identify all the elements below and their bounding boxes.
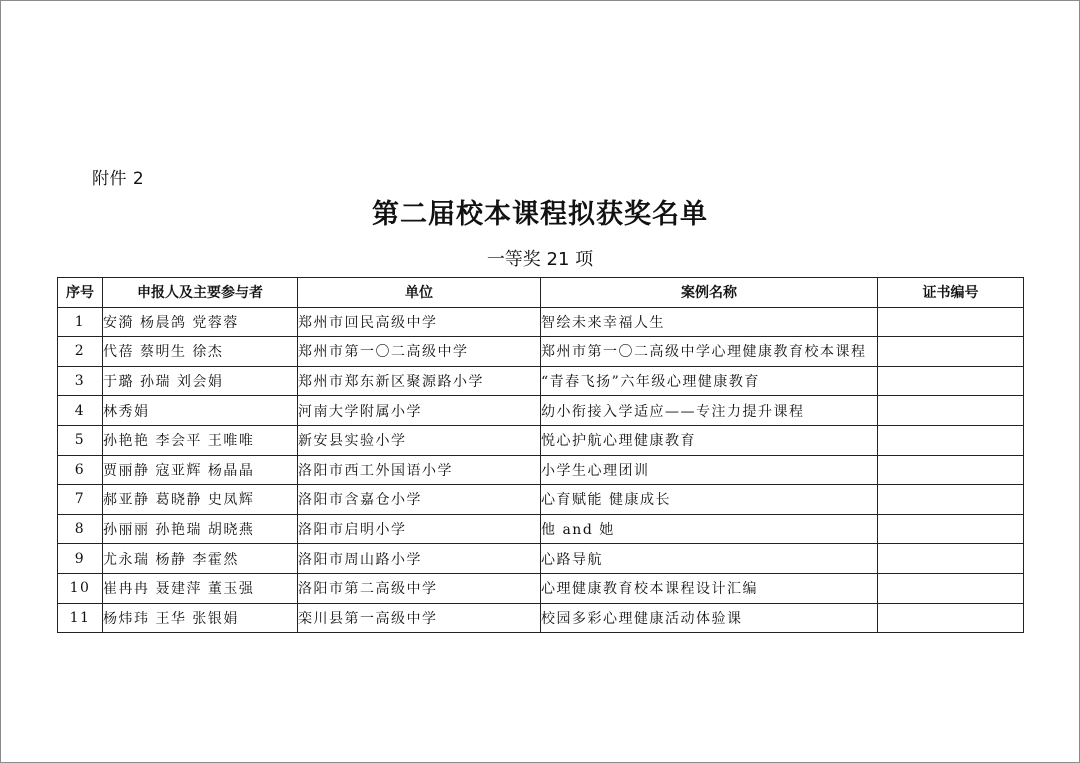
table-row	[58, 307, 1024, 337]
cell-certificate-number	[878, 366, 1024, 396]
cell-case-name: 幼小衔接入学适应——专注力提升课程	[541, 396, 878, 426]
cell-serial-number: 1	[58, 307, 103, 337]
table-row	[58, 544, 1024, 574]
cell-applicants: 郝亚静 葛晓静 史凤辉	[103, 485, 298, 515]
cell-applicants: 安漪 杨晨鸽 党蓉蓉	[103, 307, 298, 337]
cell-unit: 新安县实验小学	[298, 425, 541, 455]
table-row	[58, 425, 1024, 455]
table-row	[58, 485, 1024, 515]
table-header-row	[58, 278, 1024, 308]
cell-case-name: 心路导航	[541, 544, 878, 574]
cell-unit: 洛阳市周山路小学	[298, 544, 541, 574]
cell-serial-number: 7	[58, 485, 103, 515]
award-table	[57, 277, 1024, 633]
cell-applicants: 杨炜玮 王华 张银娟	[103, 603, 298, 633]
table-row	[58, 366, 1024, 396]
cell-serial-number: 6	[58, 455, 103, 485]
cell-unit: 栾川县第一高级中学	[298, 603, 541, 633]
cell-unit: 郑州市第一〇二高级中学	[298, 337, 541, 367]
cell-case-name: 悦心护航心理健康教育	[541, 425, 878, 455]
table-row	[58, 514, 1024, 544]
cell-unit: 洛阳市西工外国语小学	[298, 455, 541, 485]
cell-unit: 洛阳市第二高级中学	[298, 573, 541, 603]
table-row	[58, 337, 1024, 367]
cell-unit: 郑州市郑东新区聚源路小学	[298, 366, 541, 396]
cell-case-name: 校园多彩心理健康活动体验课	[541, 603, 878, 633]
header-applicants: 申报人及主要参与者	[103, 278, 298, 308]
cell-case-name: 郑州市第一〇二高级中学心理健康教育校本课程	[541, 337, 878, 367]
header-unit: 单位	[298, 278, 541, 308]
cell-serial-number: 8	[58, 514, 103, 544]
cell-serial-number: 4	[58, 396, 103, 426]
cell-certificate-number	[878, 514, 1024, 544]
cell-certificate-number	[878, 307, 1024, 337]
cell-unit: 郑州市回民高级中学	[298, 307, 541, 337]
cell-applicants: 代蓓 蔡明生 徐杰	[103, 337, 298, 367]
cell-unit: 洛阳市启明小学	[298, 514, 541, 544]
cell-certificate-number	[878, 573, 1024, 603]
attachment-label: 附件 2	[92, 169, 145, 189]
cell-applicants: 林秀娟	[103, 396, 298, 426]
cell-applicants: 贾丽静 寇亚辉 杨晶晶	[103, 455, 298, 485]
cell-serial-number: 10	[58, 573, 103, 603]
cell-case-name: 心理健康教育校本课程设计汇编	[541, 573, 878, 603]
cell-case-name: 小学生心理团训	[541, 455, 878, 485]
table-row	[58, 573, 1024, 603]
cell-certificate-number	[878, 485, 1024, 515]
table-row	[58, 455, 1024, 485]
header-certificate-number: 证书编号	[878, 278, 1024, 308]
cell-unit: 洛阳市含嘉仓小学	[298, 485, 541, 515]
cell-unit: 河南大学附属小学	[298, 396, 541, 426]
table-row	[58, 396, 1024, 426]
cell-certificate-number	[878, 337, 1024, 367]
cell-certificate-number	[878, 425, 1024, 455]
header-serial-number: 序号	[58, 278, 103, 308]
cell-certificate-number	[878, 396, 1024, 426]
cell-case-name: “青春飞扬”六年级心理健康教育	[541, 366, 878, 396]
cell-case-name: 他 and 她	[541, 514, 878, 544]
award-level-subtitle: 一等奖 21 项	[486, 249, 594, 270]
table-row	[58, 603, 1024, 633]
cell-serial-number: 2	[58, 337, 103, 367]
cell-certificate-number	[878, 544, 1024, 574]
cell-case-name: 智绘未来幸福人生	[541, 307, 878, 337]
cell-serial-number: 3	[58, 366, 103, 396]
cell-serial-number: 5	[58, 425, 103, 455]
header-case-name: 案例名称	[541, 278, 878, 308]
cell-applicants: 尤永瑞 杨静 李霍然	[103, 544, 298, 574]
cell-certificate-number	[878, 455, 1024, 485]
cell-applicants: 孙丽丽 孙艳瑞 胡晓燕	[103, 514, 298, 544]
cell-applicants: 于璐 孙瑞 刘会娟	[103, 366, 298, 396]
cell-applicants: 崔冉冉 聂建萍 董玉强	[103, 573, 298, 603]
cell-applicants: 孙艳艳 李会平 王唯唯	[103, 425, 298, 455]
cell-case-name: 心育赋能 健康成长	[541, 485, 878, 515]
cell-serial-number: 11	[58, 603, 103, 633]
cell-serial-number: 9	[58, 544, 103, 574]
document-title: 第二届校本课程拟获奖名单	[372, 199, 708, 230]
table-body	[58, 307, 1024, 633]
cell-certificate-number	[878, 603, 1024, 633]
